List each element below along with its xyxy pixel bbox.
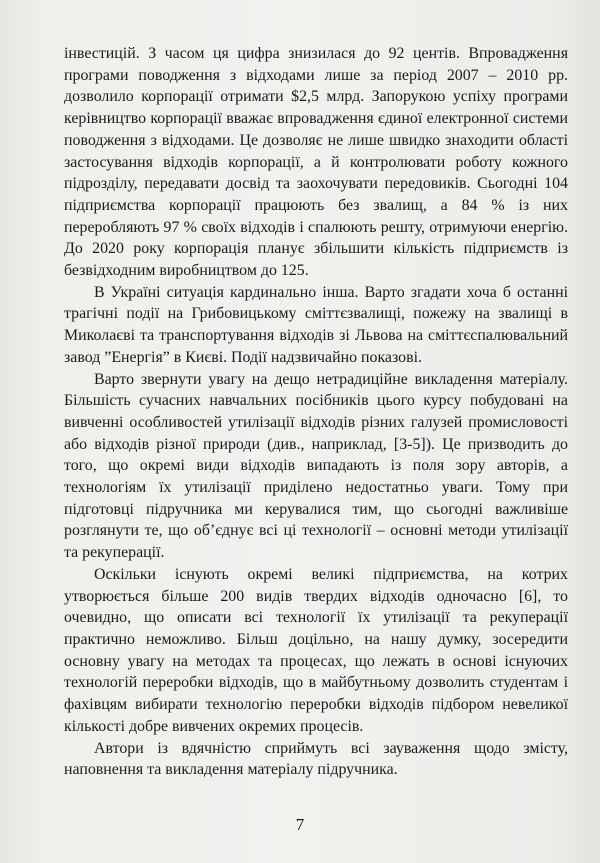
paragraph-continuation: інвестицій. З часом ця цифра знизилася до 92 центів. Впровадження програми поводження з відходами лише за період 2007 – 2010 рр. дозволило корпорації отримати $2,5 млрд. Запорукою успіху програми керівництво корпорації вважає впровадження єдиної електронної системи поводження з відходами. Це дозволяє не лише швидко знаходити області застосування відходів корпорації, а й контролювати роботу кожного підрозділу, передавати досвід та заохочувати передовиків. Сьогодні 104 підприємства корпорації працюють без звалищ, а 84 % із них переробляють 97 % своїх відходів і спалюють решту, отримуючи енергію. До 2020 року корпорація планує збільшити кількість підприємств із безвідходним виробництвом до 125. xyxy=(64,45,568,280)
paragraph-authors-gratitude: Автори із вдячністю сприймуть всі зауваження щодо змісту, наповнення та викладення матеріалу підручника. xyxy=(64,739,568,779)
paragraph-ukraine-situation: В Україні ситуація кардинально інша. Варто згадати хоча б останні трагічні події на Грибовицькому сміттєзвалищі, пожежу на звалищі в Миколаєві та транспортування відходів зі Львова на сміттєспалювальний завод ”Енергія” в Києві. Події надзвичайно показові. xyxy=(64,283,568,366)
paragraph-large-enterprises: Оскільки існують окремі великі підприємства, на котрих утворюється більше 200 видів твердих відходів одночасно [6], то очевидно, що описати всі технології їх утилізації та рекуперації практично неможливо. Більш доцільно, на нашу думку, зосередити основну увагу на методах та процесах, що лежать в основі існуючих технологій переробки відходів, що в майбутньому дозволить студентам і фахівцям вибирати технологію переробки відходів підбором невеликої кількості добре вивчених окремих процесів. xyxy=(64,565,568,735)
page-number: 7 xyxy=(295,815,305,834)
body-text xyxy=(64,43,568,781)
paragraph-material-presentation: Варто звернути увагу на дещо нетрадиційне викладення матеріалу. Більшість сучасних навчальних посібників цього курсу побудовані на вивченні особливостей утилізації відходів різних галузей промисловості або відходів різної природи (див., наприклад, [3-5]). Це призводить до того, що окремі види відходів випадають із поля зору авторів, а технологіям їх утилізації приділено недостатньо уваги. Тому при підготовці підручника ми керувалися тим, що сьогодні важливіше розглянути те, що об’єднує всі ці технології – основні методи утилізації та рекуперації. xyxy=(64,370,568,562)
